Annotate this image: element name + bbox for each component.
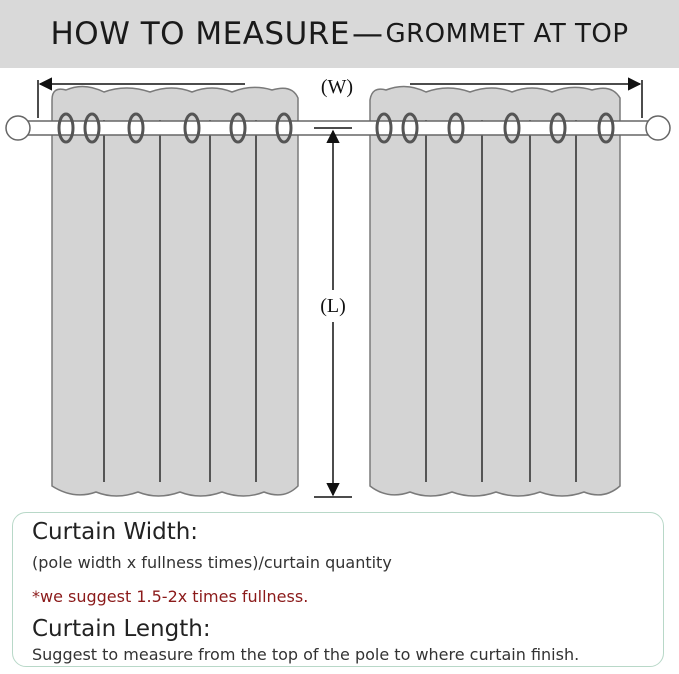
title-banner	[0, 0, 679, 68]
curtain-diagram	[0, 68, 679, 508]
curtain-width-formula: (pole width x fullness times)/curtain quantity	[32, 553, 392, 572]
fullness-suggestion: *we suggest 1.5-2x times fullness.	[32, 587, 309, 606]
curtain-length-text: Suggest to measure from the top of the pole to where curtain finish.	[32, 645, 580, 664]
width-label: (W)	[320, 76, 354, 98]
curtain-width-heading: Curtain Width:	[32, 519, 199, 545]
left-curtain-panel	[52, 86, 298, 496]
title-sub: GROMMET AT TOP	[385, 19, 629, 49]
pole-finial-left	[6, 116, 30, 140]
title-main: HOW TO MEASURE	[50, 16, 350, 52]
title-dash: —	[351, 16, 384, 52]
right-curtain-panel	[370, 86, 620, 496]
curtain-length-heading: Curtain Length:	[32, 616, 211, 642]
pole-finial-right	[646, 116, 670, 140]
measurement-info-box	[12, 512, 664, 667]
length-label: (L)	[320, 295, 346, 317]
